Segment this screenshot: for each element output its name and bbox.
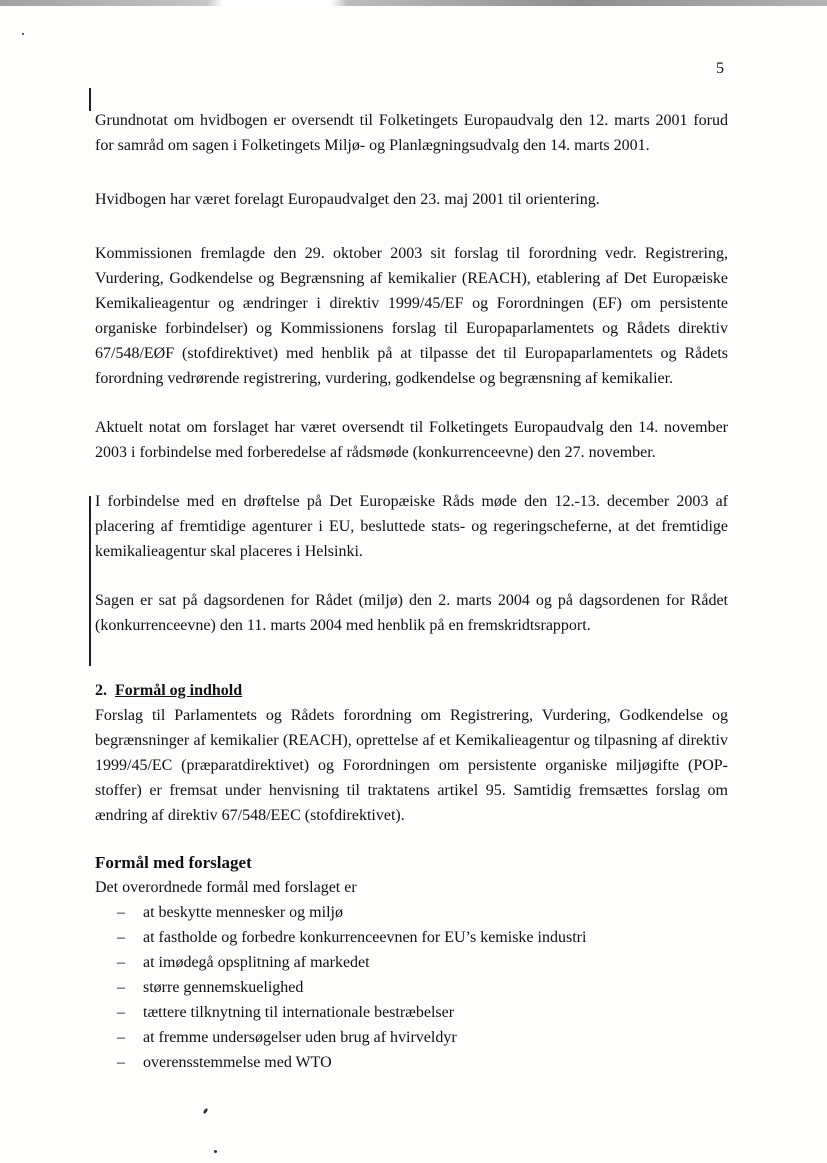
list-item: – at beskytte mennesker og miljø [95,900,728,925]
purpose-intro: Det overordnede formål med forslaget er [95,879,357,896]
scan-speck [22,33,24,35]
paragraph-aktuelt-notat: Aktuelt notat om forslaget har været oversendt til Folketingets Europaudvalg den 14. november 2003 i forbindelse med forberedelse af rådsmøde (konkurrenceevne) den 27. november. [95,419,728,461]
scan-speck [203,1108,209,1115]
scan-speck [214,1150,217,1153]
list-item: – at fastholde og forbedre konkurrenceevnen for EU’s kemiske industri [95,925,728,950]
margin-change-bar-middle [89,496,91,666]
page-number: 5 [716,60,724,77]
document-body [95,108,728,1075]
paragraph-grundnotat: Grundnotat om hvidbogen er oversendt til Folketingets Europaudvalg den 12. marts 2001 forud for samråd om sagen i Folketingets Miljø- og Planlægningsudvalg den 14. marts 2001. [95,112,728,154]
purpose-list [95,900,728,1075]
list-item: – at fremme undersøgelser uden brug af hvirveldyr [95,1025,728,1050]
purpose-heading: Formål med forslaget [95,853,252,872]
list-item: – overensstemmelse med WTO [95,1050,728,1075]
margin-change-bar-top [89,88,91,111]
section-title: Formål og indhold [115,682,243,699]
section-heading [95,678,728,703]
scan-edge-top [0,0,827,6]
list-item: – tættere tilknytning til internationale bestræbelser [95,1000,728,1025]
paragraph-kommissionen: Kommissionen fremlagde den 29. oktober 2003 sit forslag til forordning vedr. Registrering, Vurdering, Godkendelse og Begrænsning af kemikalier (REACH), etablering af Det Europæiske Kemikalieagentur og ændringer i direktiv 1999/45/EF og Forordningen (EF) om persistente organiske forbindelser) og Kommissionens forslag til Europaparlamentets og Rådets direktiv 67/548/EØF (stofdirektivet) med henblik på at tilpasse det til Europaparlamentets og Rådets forordning vedrørende registrering, vurdering, godkendelse og begrænsning af kemikalier. [95,245,728,387]
paragraph-hvidbogen: Hvidbogen har været forelagt Europaudvalget den 23. maj 2001 til orientering. [95,191,600,208]
list-item: – at imødegå opsplitning af markedet [95,950,728,975]
paragraph-dagsorden: Sagen er sat på dagsordenen for Rådet (miljø) den 2. marts 2004 og på dagsordenen for Rådet (konkurrenceevne) den 11. marts 2004 med henblik på en fremskridtsrapport. [95,592,728,634]
paragraph-det-europaeiske-raad: I forbindelse med en drøftelse på Det Europæiske Råds møde den 12.-13. december 2003 af placering af fremtidige agenturer i EU, besluttede stats- og regeringscheferne, at det fremtidige kemikalieagentur skal placeres i Helsinki. [95,493,728,560]
section-number: 2. [95,682,107,699]
list-item: – større gennemskuelighed [95,975,728,1000]
section-body: Forslag til Parlamentets og Rådets forordning om Registrering, Vurdering, Godkendelse og begrænsninger af kemikalier (REACH), oprettelse af et Kemikalieagentur og tilpasning af direktiv 1999/45/EC (præparatdirektivet) og Forordningen om persistente organiske miljøgifte (POP-stoffer) er fremsat under henvisning til traktatens artikel 95. Samtidig fremsættes forslag om ændring af direktiv 67/548/EEC (stofdirektivet). [95,707,728,824]
